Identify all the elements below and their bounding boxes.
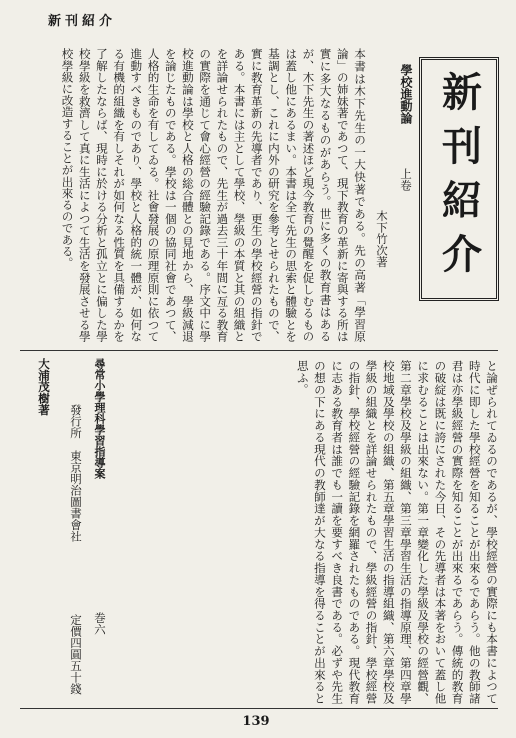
book1-title: 學校進動論 bbox=[399, 64, 413, 124]
book1-publisher: 發行所 東京明治圖書會社 bbox=[69, 404, 83, 542]
book2-body bbox=[120, 360, 500, 704]
book2-volume: 巻六 bbox=[93, 612, 107, 635]
book2-author: 大浦茂樹著 bbox=[37, 358, 51, 416]
page-number: 139 bbox=[242, 714, 270, 729]
book2-title: 尋常小學理科學習指導案 bbox=[93, 358, 106, 479]
section-title: 新刊紹介 bbox=[435, 71, 483, 287]
divider-upper bbox=[20, 350, 498, 351]
book1-body bbox=[46, 48, 368, 342]
running-head: 新刊紹介 bbox=[48, 14, 117, 29]
section-title-box bbox=[419, 57, 499, 301]
book2-body-text: と論ぜられてゐるのであるが、學校經營の實際にも本書によつて時代に即した學校經營を知ることが出來るであらう。他の教師諸君は亦學級經營の實際を知ることが出來るであらう。傳統的教育の破綻は既に誇にされた今日、その先導者は本著をおいて蓋し他に求むることは出來ない。第一章變化した學級及學校の經營觀、第二章學校及學級の組織、第三章學習生活の指導原理、第四章學校地域及學校の組織、第五章學習生活の指導組織、第六章學校及學級の組織とを詳論せられたもので、學級經營の指針、學校經營の指針、學校經營の經驗記錄を網羅されたものである。現代教育に志ある教育者は誰でも一讀を要すべき良書である。必ずや先生の想の下にある現代の教師達が大なる指導を得ることが出來ると思ふ。 bbox=[295, 360, 499, 704]
book1-volume: 上卷 bbox=[399, 168, 413, 191]
book1-price: 定價四圓五十錢 bbox=[69, 614, 83, 695]
book1-body-text: 本書は木下先生の一大快著である。先の高著「學習原論」の姉妹著であつて、現下教育の革新に寄與する所は實に多大なるものがあらう。世に多くの教育書はあるが、木下先生の著述ほど現今教育の覺醒を促しむるものは蓋し他にあるまい。本書は全て先生の思索と體驗とを基調とし、これに内外の研究を參考とせられたもので、實に教育革新の先導者であり、更生の學校經營の指針である。本書には主として學校、學級の本質と其の組織とを詳論せられたもので、先生が過去三十年間に亙る教育の實際を通じて會心經營の經驗記錄である。序文中に學校進動論は學校と人格の総合體との見地から、學級減退を論じたものである。學校は一個の協同社會であつて、人格的生命を有してゐる。社會發展の原理原則に依つて進動すべきものであり、學校と人格的統一體が、如何なる有機的組織を有しそれが如何なる性質を具備するかを了解したならば、現時に於ける分析と孤立とに偏した學校學級を救濟して真に生活によつて生活を發展させる學校學級に改造することが出來るのである。 bbox=[60, 48, 367, 342]
divider-lower bbox=[20, 708, 498, 709]
book1-author: 木下竹次著 bbox=[375, 210, 389, 268]
